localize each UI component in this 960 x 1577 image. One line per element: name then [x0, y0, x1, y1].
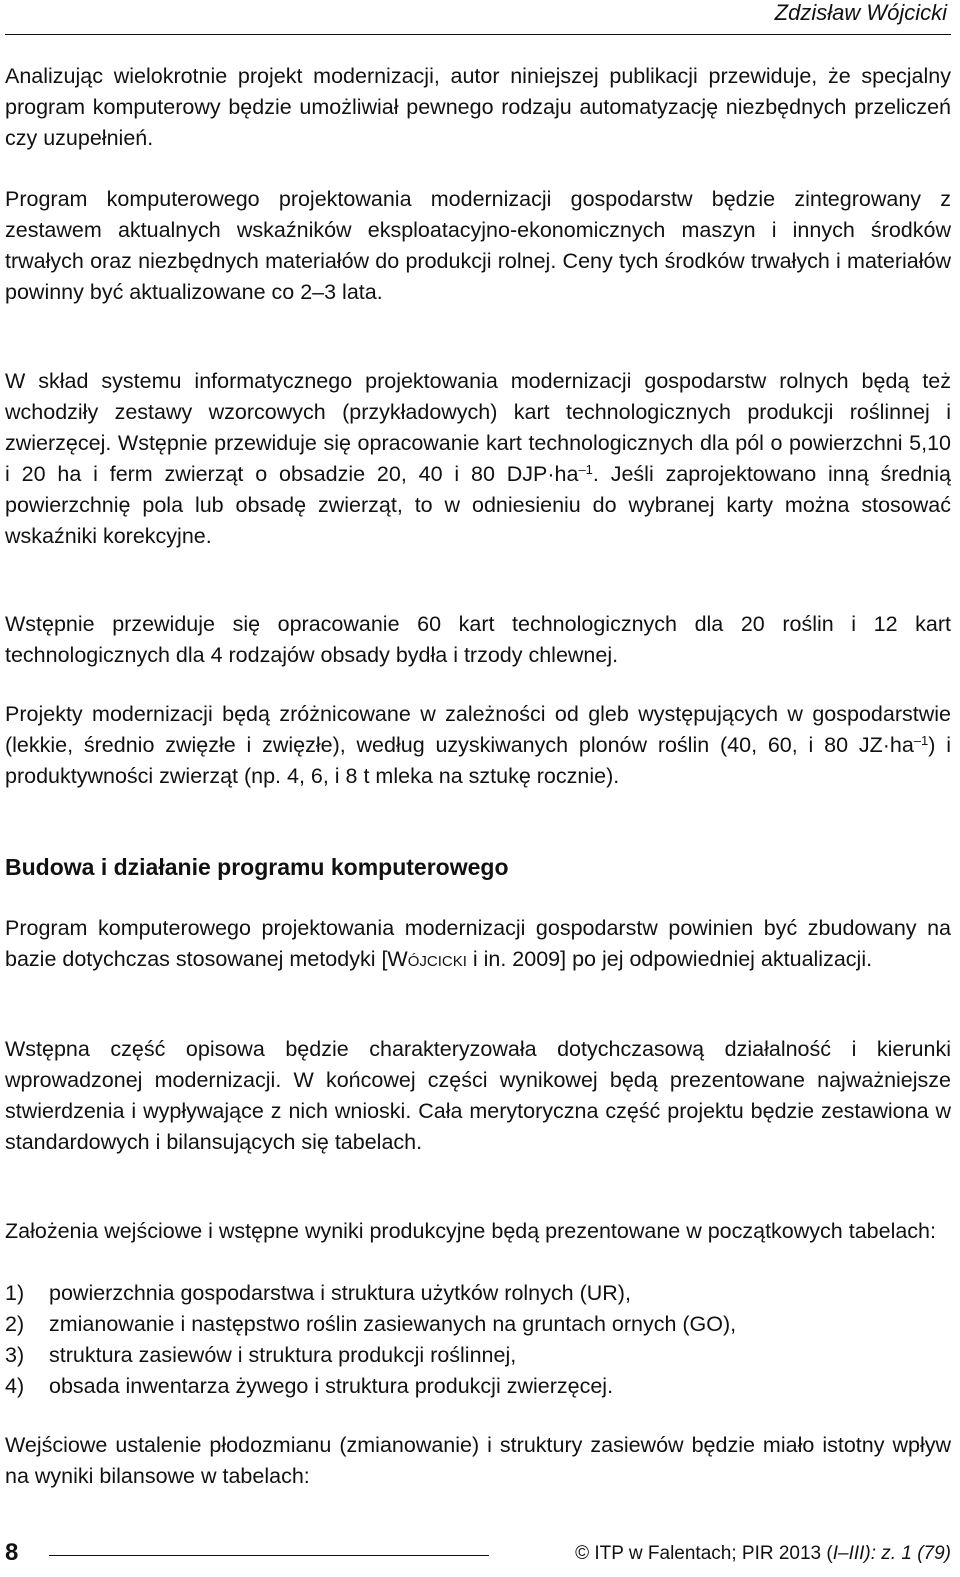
citation-author: Wójcicki [387, 947, 467, 971]
list-item-number: 4) [5, 1374, 25, 1398]
page-number: 8 [5, 1539, 19, 1566]
list-item [5, 1309, 951, 1340]
list-item [5, 1278, 951, 1309]
footer-copyright: © ITP w Falentach; PIR 2013 ( [575, 1543, 833, 1564]
paragraph-3-superscript: –1 [578, 462, 593, 477]
list-item-text: obsada inwentarza żywego i struktura produkcji zwierzęcej. [49, 1374, 614, 1398]
list-item-number: 2) [5, 1312, 25, 1336]
footer-source [575, 1540, 951, 1568]
list-item-text: struktura zasiewów i struktura produkcji roślinnej, [49, 1343, 517, 1367]
paragraph-6-text-a: Program komputerowego projektowania modernizacji gospodarstw powinien być zbudowany na bazie dotychczas stosowanej metodyki [ [5, 916, 951, 971]
list-item-text: zmianowanie i następstwo roślin zasiewanych na gruntach ornych (GO), [49, 1312, 737, 1336]
paragraph-7: Wstępna część opisowa będzie charakteryzowała dotychczasową działalność i kierunki wprowadzonej modernizacji. W końcowej części wynikowej będą prezentowane najważniejsze stwierdzenia i wypływające z nich wnioski. Cała merytoryczna część projektu będzie zestawiona w standardowych i bilansujących się tabelach. [5, 1037, 951, 1154]
footer-rule [49, 1555, 489, 1556]
table-list [5, 1278, 951, 1402]
paragraph-2: Program komputerowego projektowania modernizacji gospodarstw będzie zintegrowany z zestawem aktualnych wskaźników eksploatacyjno-ekonomicznych maszyn i innych środków trwałych oraz niezbędnych materiałów do produkcji rolnej. Ceny tych środków trwałych i materiałów powinny być aktualizowane co 2–3 lata. [5, 187, 951, 304]
list-item-text: powierzchnia gospodarstwa i struktura użytków rolnych (UR), [49, 1281, 631, 1305]
page-footer [5, 1538, 951, 1572]
list-item [5, 1371, 951, 1402]
paragraph-5 [5, 699, 951, 792]
paragraph-6 [5, 913, 951, 975]
paragraph-4: Wstępnie przewiduje się opracowanie 60 kart technologicznych dla 20 roślin i 12 kart technologicznych dla 4 rodzajów obsady bydła i trzody chlewnej. [5, 612, 951, 667]
list-item [5, 1340, 951, 1371]
paragraph-6-text-b: i in. 2009] po jej odpowiedniej aktualizacji. [466, 947, 873, 971]
list-item-number: 1) [5, 1281, 25, 1305]
paragraph-5-superscript: –1 [913, 733, 929, 748]
section-heading: Budowa i działanie programu komputerowego [5, 854, 509, 880]
paragraph-5-text-a: Projekty modernizacji będą zróżnicowane w zależności od gleb występujących w gospodarstwie (lekkie, średnio zwięzłe i zwięzłe), według uzyskiwanych plonów roślin (40, 60, i 80 JZ·ha [5, 702, 951, 757]
paragraph-3 [5, 366, 951, 552]
running-head-author: Zdzisław Wójcicki [774, 0, 947, 25]
paragraph-3-text-a: W skład systemu informatycznego projektowania modernizacji gospodarstw rolnych będą też wchodziły zestawy wzorcowych (przykładowych) kart technologicznych produkcji roślinnej i zwierzęcej. Wstępnie przewiduje się opracowanie kart technologicznych dla pól o powierzchni 5,10 i 20 ha i ferm zwierząt o obsadzie 20, 40 i 80 DJP·ha [5, 369, 951, 486]
paragraph-9: Wejściowe ustalenie płodozmianu (zmianowanie) i struktury zasiewów będzie miało istotny wpływ na wyniki bilansowe w tabelach: [5, 1433, 951, 1488]
header-rule [5, 34, 951, 35]
paragraph-3-text-b: . Jeśli zaprojektowano inną średnią powierzchnię pola lub obsadę zwierząt, to w odniesieniu do wybranej karty można stosować wskaźniki korekcyjne. [5, 462, 951, 548]
paragraph-8: Założenia wejściowe i wstępne wyniki produkcyjne będą prezentowane w początkowych tabelach: [5, 1219, 936, 1243]
list-item-number: 3) [5, 1343, 25, 1367]
paragraph-1: Analizując wielokrotnie projekt modernizacji, autor niniejszej publikacji przewiduje, że specjalny program komputerowy będzie umożliwiał pewnego rodzaju automatyzację niezbędnych przeliczeń czy uzupełnień. [5, 64, 951, 150]
paragraph-5-text-b: ) i produktywności zwierząt (np. 4, 6, i 8 t mleka na sztukę rocznie). [5, 733, 951, 788]
footer-issue: I–III): z. 1 (79) [832, 1543, 951, 1564]
